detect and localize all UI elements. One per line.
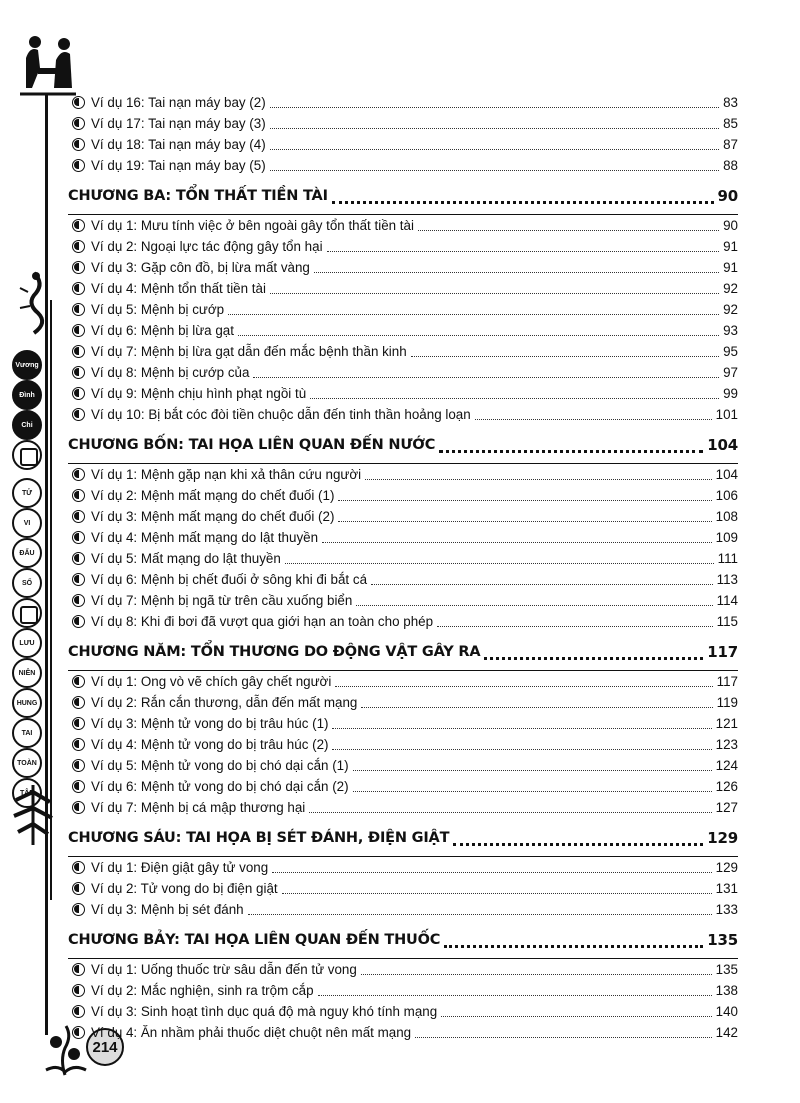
leader-dots — [332, 739, 711, 750]
badge-vuong: Vương — [12, 350, 42, 380]
entry-title: Ví dụ 3: Mệnh tử vong do bị trâu húc (1) — [91, 716, 329, 731]
entry-title: Ví dụ 2: Tử vong do bị điện giật — [91, 881, 278, 896]
bullet-icon — [72, 1005, 85, 1018]
entry-title: Ví dụ 2: Rắn cắn thương, dẫn đến mất mạng — [91, 695, 358, 710]
entry-title: Ví dụ 3: Sinh hoạt tình dục quá độ mà nguy khó tính mạng — [91, 1004, 438, 1019]
dragon-ornament — [14, 268, 54, 338]
bullet-icon — [72, 468, 85, 481]
bullet-icon — [72, 387, 85, 400]
leader-dots — [270, 139, 719, 150]
toc-entry[interactable] — [72, 383, 738, 404]
leader-dots — [484, 645, 703, 660]
bullet-icon — [72, 738, 85, 751]
bullet-icon — [72, 219, 85, 232]
chapter-heading[interactable] — [68, 431, 738, 459]
bullet-icon — [72, 324, 85, 337]
chapter-title: CHƯƠNG NĂM: TỔN THƯƠNG DO ĐỘNG VẬT GÂY RA — [68, 644, 481, 660]
leader-dots — [353, 760, 712, 771]
bullet-icon — [72, 801, 85, 814]
leader-dots — [439, 438, 703, 453]
toc-entry[interactable] — [72, 548, 738, 569]
leader-dots — [415, 1027, 712, 1038]
table-of-contents — [68, 92, 738, 1043]
bullet-icon — [72, 963, 85, 976]
leader-dots — [371, 574, 713, 585]
entry-page: 101 — [715, 407, 738, 422]
entry-title: Ví dụ 2: Mắc nghiện, sinh ra trộm cắp — [91, 983, 314, 998]
bullet-icon — [72, 510, 85, 523]
leader-dots — [253, 367, 719, 378]
badge-tai: TAI — [12, 718, 42, 748]
entry-page: 123 — [715, 737, 738, 752]
entry-page: 93 — [723, 323, 738, 338]
badge-hung: HUNG — [12, 688, 42, 718]
entry-page: 127 — [715, 800, 738, 815]
entry-title: Ví dụ 3: Gặp côn đồ, bị lừa mất vàng — [91, 260, 310, 275]
chapter-page: 129 — [707, 829, 738, 847]
entry-page: 140 — [715, 1004, 738, 1019]
page-number: 214 — [86, 1028, 124, 1066]
bullet-icon — [72, 117, 85, 130]
entry-title: Ví dụ 1: Ong vò vẽ chích gây chết người — [91, 674, 332, 689]
entry-page: 95 — [723, 344, 738, 359]
entry-title: Ví dụ 7: Mệnh bị ngã từ trên cầu xuống biển — [91, 593, 353, 608]
chapter-page: 135 — [707, 931, 738, 949]
entry-title: Ví dụ 17: Tai nạn máy bay (3) — [91, 116, 266, 131]
toc-entry[interactable] — [72, 527, 738, 548]
leader-dots — [332, 718, 711, 729]
chapter-page: 117 — [707, 643, 738, 661]
bullet-icon — [72, 366, 85, 379]
chapter-heading[interactable] — [68, 182, 738, 210]
leader-dots — [327, 241, 720, 252]
entry-title: Ví dụ 5: Mệnh tử vong do bị chó dại cắn (1) — [91, 758, 349, 773]
toc-entry[interactable] — [72, 341, 738, 362]
entry-page: 121 — [715, 716, 738, 731]
toc-entry[interactable] — [72, 776, 738, 797]
leader-dots — [322, 532, 712, 543]
entry-title: Ví dụ 5: Mất mạng do lật thuyền — [91, 551, 281, 566]
leader-dots — [270, 97, 719, 108]
toc-entry[interactable] — [72, 671, 738, 692]
entry-page: 113 — [716, 572, 738, 587]
entry-title: Ví dụ 19: Tai nạn máy bay (5) — [91, 158, 266, 173]
entry-page: 91 — [723, 239, 738, 254]
leader-dots — [361, 697, 712, 708]
entry-title: Ví dụ 8: Mệnh bị cướp của — [91, 365, 250, 380]
entry-page: 131 — [715, 881, 738, 896]
toc-entry[interactable] — [72, 506, 738, 527]
entry-page: 115 — [716, 614, 738, 629]
leader-dots — [270, 283, 719, 294]
toc-entry[interactable] — [72, 320, 738, 341]
pine-ornament — [12, 780, 54, 850]
leader-dots — [418, 220, 719, 231]
toc-entry[interactable] — [72, 278, 738, 299]
leader-dots — [475, 409, 712, 420]
leader-dots — [444, 933, 703, 948]
toc-entry[interactable] — [72, 878, 738, 899]
chapter-heading[interactable] — [68, 824, 738, 852]
bullet-icon — [72, 345, 85, 358]
toc-entry[interactable] — [72, 299, 738, 320]
entry-page: 88 — [723, 158, 738, 173]
leader-dots — [356, 595, 712, 606]
leader-dots — [361, 964, 712, 975]
leader-dots — [335, 676, 712, 687]
leader-dots — [437, 616, 713, 627]
bullet-icon — [72, 489, 85, 502]
toc-entry[interactable] — [72, 236, 738, 257]
bullet-icon — [72, 261, 85, 274]
leader-dots — [309, 802, 711, 813]
toc-entry[interactable] — [72, 899, 738, 920]
bullet-icon — [72, 552, 85, 565]
bullet-icon — [72, 240, 85, 253]
entry-title: Ví dụ 8: Khi đi bơi đã vượt qua giới hạn an toàn cho phép — [91, 614, 434, 629]
bullet-icon — [72, 717, 85, 730]
entry-title: Ví dụ 3: Mệnh bị sét đánh — [91, 902, 244, 917]
entry-page: 135 — [715, 962, 738, 977]
entry-title: Ví dụ 4: Ăn nhầm phải thuốc diệt chuột nên mất mạng — [91, 1025, 412, 1040]
entry-page: 97 — [723, 365, 738, 380]
bullet-icon — [72, 282, 85, 295]
leader-dots — [411, 346, 719, 357]
leader-dots — [270, 118, 719, 129]
entry-page: 90 — [723, 218, 738, 233]
toc-entry[interactable] — [72, 362, 738, 383]
entry-page: 133 — [715, 902, 738, 917]
entry-title: Ví dụ 4: Mệnh tổn thất tiền tài — [91, 281, 266, 296]
entry-title: Ví dụ 4: Mệnh mất mạng do lật thuyền — [91, 530, 319, 545]
leader-dots — [314, 262, 719, 273]
toc-entry[interactable] — [72, 134, 738, 155]
entry-page: 142 — [715, 1025, 738, 1040]
leader-dots — [272, 862, 711, 873]
entry-page: 92 — [723, 302, 738, 317]
entry-page: 92 — [723, 281, 738, 296]
bullet-icon — [72, 615, 85, 628]
bullet-icon — [72, 984, 85, 997]
entry-page: 109 — [715, 530, 738, 545]
entry-title: Ví dụ 1: Uống thuốc trừ sâu dẫn đến tử vong — [91, 962, 357, 977]
entry-page: 138 — [715, 983, 738, 998]
badge-luu: LƯU — [12, 628, 42, 658]
leader-dots — [238, 325, 719, 336]
bullet-icon — [72, 594, 85, 607]
entry-title: Ví dụ 4: Mệnh tử vong do bị trâu húc (2) — [91, 737, 329, 752]
badge-tap: TẬP — [12, 778, 42, 808]
toc-entry[interactable] — [72, 980, 738, 1001]
entry-page: 85 — [723, 116, 738, 131]
entry-page: 117 — [716, 674, 738, 689]
toc-entry[interactable] — [72, 590, 738, 611]
entry-page: 91 — [723, 260, 738, 275]
badge-vi: VI — [12, 508, 42, 538]
entry-title: Ví dụ 5: Mệnh bị cướp — [91, 302, 225, 317]
leader-dots — [353, 781, 712, 792]
chapter-heading[interactable] — [68, 638, 738, 666]
chapter-heading[interactable] — [68, 926, 738, 954]
chapter-page: 90 — [717, 187, 738, 205]
bullet-icon — [72, 138, 85, 151]
bullet-icon — [72, 759, 85, 772]
entry-page: 99 — [723, 386, 738, 401]
toc-entry[interactable] — [72, 569, 738, 590]
bullet-icon — [72, 696, 85, 709]
leader-dots — [270, 160, 719, 171]
toc-entry[interactable] — [72, 755, 738, 776]
toc-entry[interactable] — [72, 713, 738, 734]
badge-so: SỐ — [12, 568, 42, 598]
leader-dots — [318, 985, 712, 996]
bullet-icon — [72, 675, 85, 688]
toc-entry[interactable] — [72, 404, 738, 425]
toc-entry[interactable] — [72, 611, 738, 632]
toc-entry[interactable] — [72, 257, 738, 278]
toc-entry[interactable] — [72, 113, 738, 134]
entry-title: Ví dụ 7: Mệnh bị lừa gạt dẫn đến mắc bệnh thần kinh — [91, 344, 407, 359]
badge-dinh: Đình — [12, 380, 42, 410]
bullet-icon — [72, 882, 85, 895]
toc-entry[interactable] — [72, 92, 738, 113]
bullet-icon — [72, 303, 85, 316]
entry-title: Ví dụ 2: Ngoại lực tác động gây tổn hại — [91, 239, 323, 254]
leader-dots — [285, 553, 714, 564]
entry-page: 126 — [715, 779, 738, 794]
entry-title: Ví dụ 18: Tai nạn máy bay (4) — [91, 137, 266, 152]
entry-title: Ví dụ 16: Tai nạn máy bay (2) — [91, 95, 266, 110]
toc-entry[interactable] — [72, 215, 738, 236]
leader-dots — [282, 883, 712, 894]
bullet-icon — [72, 1026, 85, 1039]
toc-entry[interactable] — [72, 464, 738, 485]
entry-title: Ví dụ 9: Mệnh chịu hình phạt ngồi tù — [91, 386, 307, 401]
entry-page: 114 — [716, 593, 738, 608]
badge-tu: TỬ — [12, 478, 42, 508]
entry-title: Ví dụ 6: Mệnh bị chết đuối ở sông khi đi bắt cá — [91, 572, 368, 587]
toc-entry[interactable] — [72, 734, 738, 755]
entry-page: 129 — [715, 860, 738, 875]
toc-entry[interactable] — [72, 959, 738, 980]
entry-title: Ví dụ 6: Mệnh bị lừa gạt — [91, 323, 234, 338]
toc-entry[interactable] — [72, 797, 738, 818]
bullet-icon — [72, 573, 85, 586]
bullet-icon — [72, 96, 85, 109]
toc-entry[interactable] — [72, 1022, 738, 1043]
leader-dots — [338, 511, 711, 522]
bullet-icon — [72, 780, 85, 793]
chapter-title: CHƯƠNG SÁU: TAI HỌA BỊ SÉT ĐÁNH, ĐIỆN GIẬT — [68, 830, 450, 846]
entry-page: 119 — [716, 695, 738, 710]
entry-title: Ví dụ 3: Mệnh mất mạng do chết đuối (2) — [91, 509, 335, 524]
bullet-icon — [72, 531, 85, 544]
bullet-icon — [72, 408, 85, 421]
toc-entry[interactable] — [72, 857, 738, 878]
leader-dots — [248, 904, 712, 915]
bullet-icon — [72, 159, 85, 172]
entry-page: 111 — [717, 551, 738, 566]
emblem-icon — [12, 598, 42, 628]
leader-dots — [228, 304, 719, 315]
badge-nien: NIÊN — [12, 658, 42, 688]
entry-page: 106 — [715, 488, 738, 503]
bullet-icon — [72, 903, 85, 916]
bullet-icon — [72, 861, 85, 874]
leader-dots — [332, 189, 714, 204]
entry-title: Ví dụ 1: Điện giật gây tử vong — [91, 860, 269, 875]
badge-chi: Chi — [12, 410, 42, 440]
leader-dots — [338, 490, 711, 501]
entry-title: Ví dụ 10: Bị bắt cóc đòi tiền chuộc dẫn đến tinh thần hoảng loạn — [91, 407, 471, 422]
toc-entry[interactable] — [72, 485, 738, 506]
entry-title: Ví dụ 2: Mệnh mất mạng do chết đuối (1) — [91, 488, 335, 503]
entry-title: Ví dụ 7: Mệnh bị cá mập thương hại — [91, 800, 306, 815]
badge-dau: ĐẨU — [12, 538, 42, 568]
entry-page: 83 — [723, 95, 738, 110]
toc-entry[interactable] — [72, 1001, 738, 1022]
toc-entry[interactable] — [72, 692, 738, 713]
entry-page: 87 — [723, 137, 738, 152]
chapter-title: CHƯƠNG BA: TỔN THẤT TIỀN TÀI — [68, 188, 328, 204]
entry-page: 104 — [715, 467, 738, 482]
entry-title: Ví dụ 1: Mệnh gặp nạn khi xả thân cứu người — [91, 467, 362, 482]
toc-entry[interactable] — [72, 155, 738, 176]
badge-toan: TOÀN — [12, 748, 42, 778]
entry-title: Ví dụ 1: Mưu tính việc ở bên ngoài gây tổn thất tiền tài — [91, 218, 414, 233]
leader-dots — [453, 831, 703, 846]
emblem-icon — [12, 440, 42, 470]
margin-rule — [45, 95, 48, 1035]
scholars-illustration — [18, 28, 78, 98]
leader-dots — [441, 1006, 711, 1017]
leader-dots — [310, 388, 719, 399]
chapter-title: CHƯƠNG BỐN: TAI HỌA LIÊN QUAN ĐẾN NƯỚC — [68, 437, 436, 453]
leader-dots — [365, 469, 712, 480]
chapter-title: CHƯƠNG BẢY: TAI HỌA LIÊN QUAN ĐẾN THUỐC — [68, 932, 441, 948]
entry-title: Ví dụ 6: Mệnh tử vong do bị chó dại cắn (2) — [91, 779, 349, 794]
entry-page: 108 — [715, 509, 738, 524]
chapter-page: 104 — [707, 436, 738, 454]
entry-page: 124 — [715, 758, 738, 773]
